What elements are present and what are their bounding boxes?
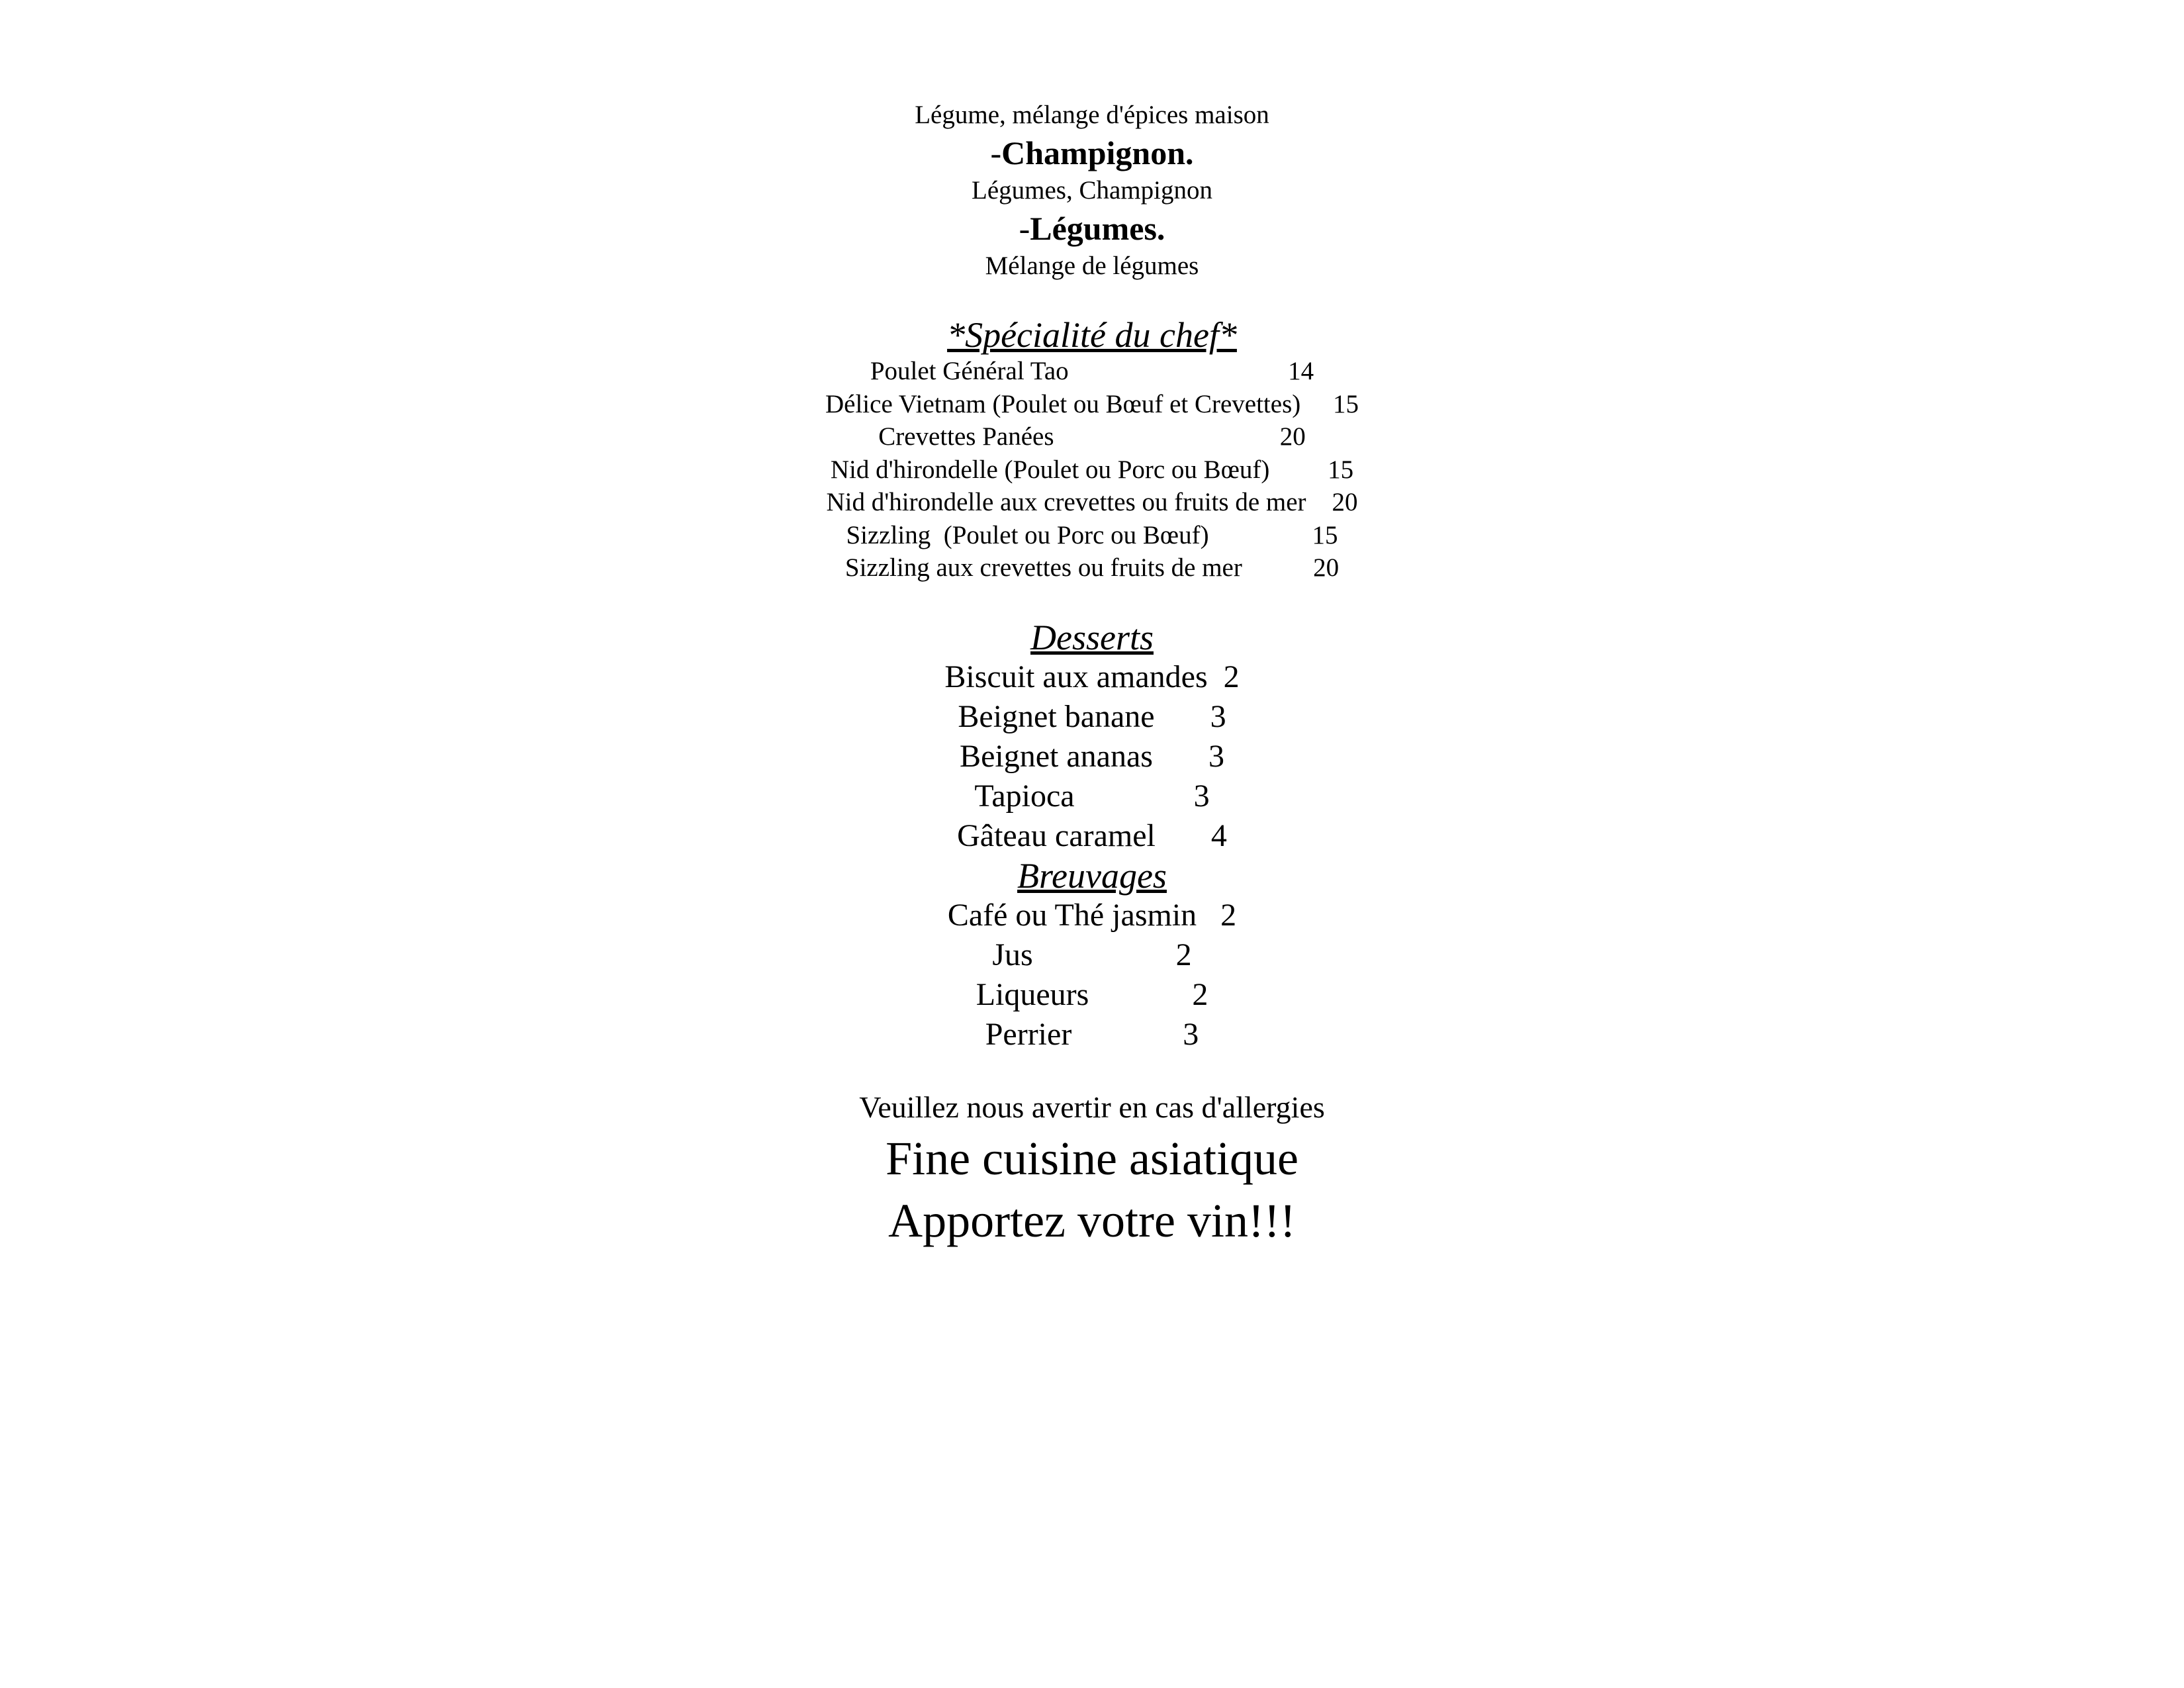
dish-title-champignon bbox=[761, 134, 1423, 172]
chef-item: Délice Vietnam (Poulet ou Bœuf et Crevettes) 15 bbox=[825, 389, 1359, 418]
dish-description: Mélange de légumes bbox=[985, 252, 1199, 280]
section-title-drinks: Breuvages bbox=[1017, 855, 1167, 896]
dessert-item: Biscuit aux amandes 2 bbox=[944, 659, 1240, 694]
chef-item: Sizzling (Poulet ou Porc ou Bœuf) 15 bbox=[846, 520, 1338, 549]
drink-item: Perrier 3 bbox=[985, 1016, 1199, 1052]
section-title-desserts: Desserts bbox=[1030, 617, 1154, 657]
dessert-item: Beignet banane 3 bbox=[958, 698, 1226, 734]
dessert-item: Beignet ananas 3 bbox=[960, 738, 1224, 774]
menu-column bbox=[761, 97, 1423, 1252]
chef-item: Sizzling aux crevettes ou fruits de mer 20 bbox=[844, 553, 1340, 582]
drink-item: Liqueurs 2 bbox=[976, 976, 1208, 1012]
dish-title-name: Légumes. bbox=[1030, 210, 1165, 247]
dish-description: Légumes, Champignon bbox=[972, 176, 1212, 205]
dish-title-prefix: - bbox=[990, 134, 1002, 171]
allergy-note: Veuillez nous avertir en cas d'allergies bbox=[859, 1090, 1325, 1124]
drink-item: Jus 2 bbox=[992, 937, 1192, 972]
section-title-chef-special: *Spécialité du chef* bbox=[947, 315, 1237, 355]
dish-title-legumes bbox=[761, 209, 1423, 248]
dessert-item: Tapioca 3 bbox=[974, 778, 1210, 814]
dish-description: Légume, mélange d'épices maison bbox=[915, 101, 1269, 129]
chef-item: Poulet Général Tao 14 bbox=[870, 357, 1314, 385]
chef-item: Crevettes Panées 20 bbox=[878, 422, 1306, 451]
chef-item: Nid d'hirondelle aux crevettes ou fruits de mer 20 bbox=[826, 488, 1358, 516]
dessert-item: Gâteau caramel 4 bbox=[957, 818, 1227, 853]
chef-item: Nid d'hirondelle (Poulet ou Porc ou Bœuf) 15 bbox=[830, 455, 1354, 484]
dish-title-name: Champignon. bbox=[1001, 134, 1194, 171]
tagline: Fine cuisine asiatique bbox=[886, 1131, 1298, 1185]
drink-item: Café ou Thé jasmin 2 bbox=[947, 897, 1237, 933]
dish-title-prefix: - bbox=[1019, 210, 1030, 247]
wine-note: Apportez votre vin!!! bbox=[888, 1194, 1296, 1247]
